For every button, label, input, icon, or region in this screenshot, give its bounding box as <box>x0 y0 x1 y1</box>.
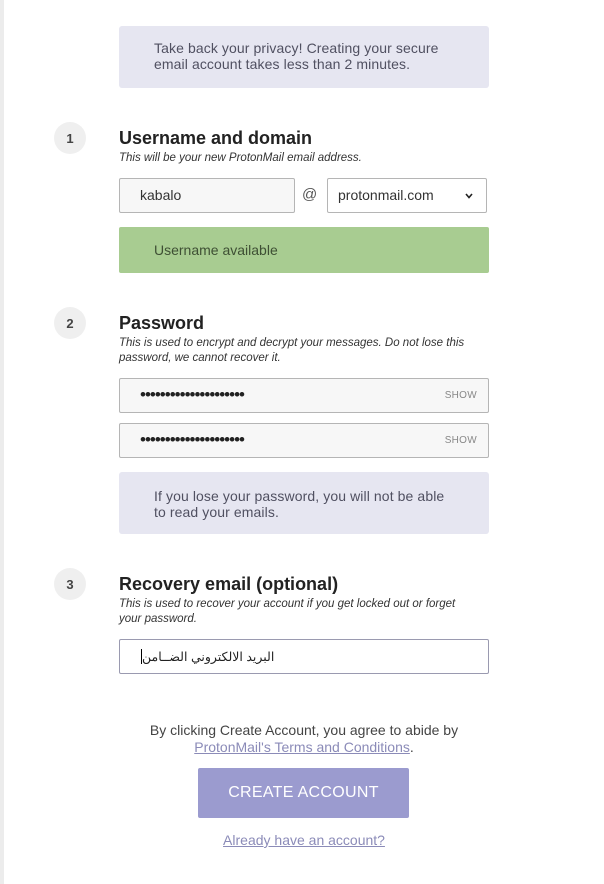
intro-info-box <box>119 26 489 88</box>
username-input-value: kabalo <box>140 187 182 203</box>
recovery-description-line1: This is used to recover your account if you get locked out or forget <box>119 598 456 610</box>
terms-link[interactable]: ProtonMail's Terms and Conditions <box>194 739 410 755</box>
step-number-3: 3 <box>54 568 86 600</box>
password-show-button[interactable]: SHOW <box>444 390 477 401</box>
password-input[interactable] <box>119 378 489 413</box>
password-section-description <box>119 336 494 366</box>
login-link[interactable]: Already have an account? <box>223 832 385 848</box>
terms-line <box>119 739 489 755</box>
password-confirm-input[interactable] <box>119 423 489 458</box>
step-number-2: 2 <box>54 307 86 339</box>
recovery-email-input[interactable] <box>119 639 489 674</box>
domain-select-value: protonmail.com <box>338 187 434 203</box>
chevron-down-icon <box>464 191 474 201</box>
create-account-button[interactable]: CREATE ACCOUNT <box>198 768 409 818</box>
username-available-status <box>119 227 489 273</box>
recovery-section-description <box>119 597 494 627</box>
domain-select[interactable] <box>327 178 487 213</box>
password-confirm-show-button[interactable]: SHOW <box>444 435 477 446</box>
intro-text-line2: email account takes less than 2 minutes. <box>154 56 411 72</box>
page-left-border <box>0 0 4 884</box>
username-input[interactable] <box>119 178 295 213</box>
agree-line: By clicking Create Account, you agree to abide by <box>149 722 459 738</box>
step-number-1: 1 <box>54 122 86 154</box>
terms-suffix: . <box>409 739 414 755</box>
username-section-title: Username and domain <box>119 128 313 148</box>
recovery-description-line2: your password. <box>119 613 197 625</box>
password-warning-line1: If you lose your password, you will not be able <box>154 488 445 504</box>
recovery-email-value-wrap <box>140 649 274 664</box>
intro-text-line1: Take back your privacy! Creating your secure <box>154 40 439 56</box>
password-description-line1: This is used to encrypt and decrypt your messages. Do not lose this <box>119 337 465 349</box>
password-confirm-masked-value: ••••••••••••••••••••• <box>140 430 244 449</box>
terms-agreement-text <box>119 722 489 755</box>
password-warning-line2: to read your emails. <box>154 504 279 520</box>
password-description-line2: password, we cannot recover it. <box>119 352 281 364</box>
recovery-email-value: البريد الالكتروني الضــامن <box>142 650 275 664</box>
at-symbol: @ <box>302 186 318 203</box>
username-status-text: Username available <box>154 242 278 258</box>
password-section-title: Password <box>119 313 205 333</box>
login-link-wrap <box>119 832 489 848</box>
username-section-description: This will be your new ProtonMail email address. <box>119 152 362 164</box>
recovery-section-title: Recovery email (optional) <box>119 574 339 594</box>
password-warning-box <box>119 472 489 534</box>
password-masked-value: ••••••••••••••••••••• <box>140 385 244 404</box>
